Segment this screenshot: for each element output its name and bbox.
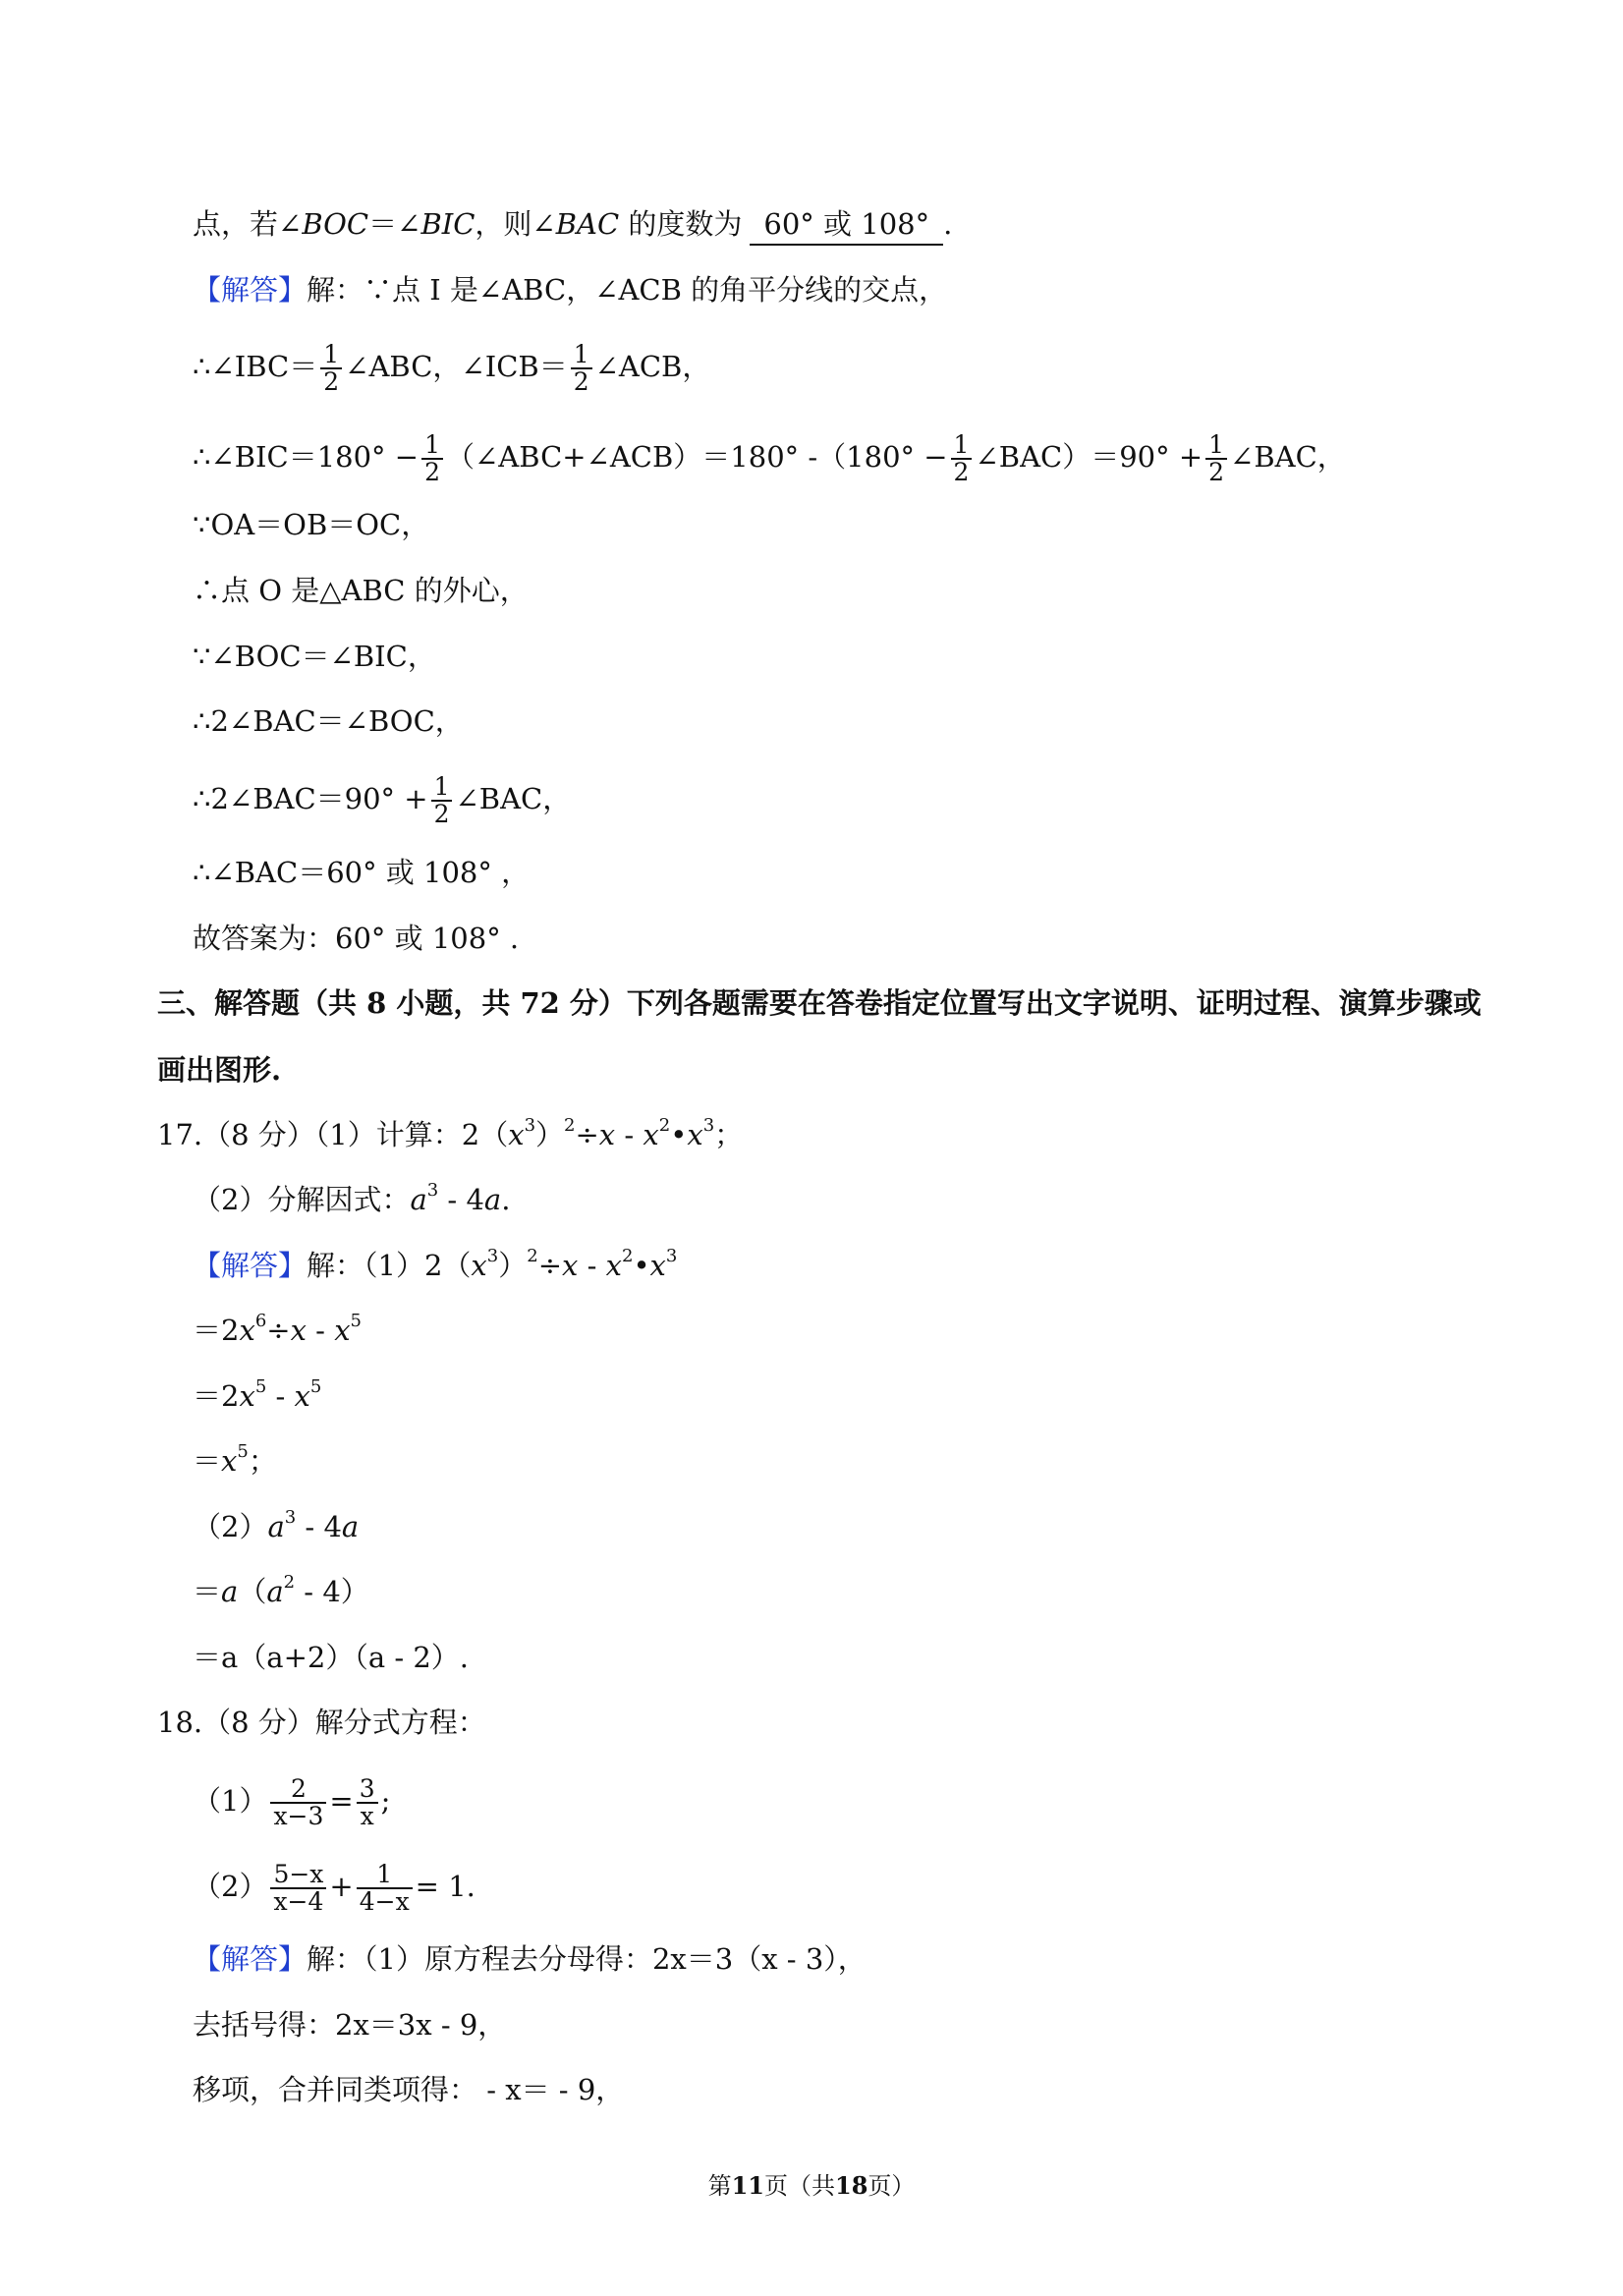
fraction: $\frac{1}{4-x}$ [357,1862,413,1915]
q16-solution-line-6: ∵∠BOC＝∠BIC， [193,640,436,673]
current-page-number: 11 [731,2171,764,2200]
q16-stem-end: 点，若∠BOC＝∠BIC，则∠BAC 的度数为 60° 或 108° . [193,204,952,246]
q17-solution-line-5: $(2)a^3 - 4a$ [193,1507,360,1543]
q16-solution-line-4: ∵OA＝OB＝OC， [193,508,430,541]
q17-solution-line-7: ＝a（a+2）（a - 2）. [193,1641,470,1674]
section-3-heading-cont: 画出图形. [157,1053,282,1087]
section-3-heading: 三、解答题（共 8 小题，共 72 分）下列各题需要在答卷指定位置写出文字说明、证明过程、演算步骤或 [157,986,1482,1020]
q16-solution-line-7: ∴2∠BAC＝∠BOC， [193,704,464,738]
fraction-half: $\frac{1}{2}$ [571,342,592,395]
fraction-half: $\frac{1}{2}$ [320,342,342,395]
q18-part-1: （1） $\frac{2}{x-3}$ = $\frac{3}{x}$ ; [193,1774,391,1830]
fraction-half: $\frac{1}{2}$ [431,774,453,827]
q18-heading: 18.（8 分）解分式方程： [157,1706,486,1739]
q17-part-2: （2）分解因式：$a^3 - 4a$. [193,1180,511,1216]
q17-solution-line-1: 【解答】解：$(1)2(x^3)^2\div x$ - $x^2•x^3$ [193,1246,678,1282]
q16-final-answer: 故答案为：60° 或 108° . [193,922,520,955]
q16-solution-line-2: ∴∠IBC＝ $\frac{1}{2}$ ∠ABC，∠ICB＝ $\frac{1}{2}$ ∠ACB， [193,340,711,396]
q16-solution-line-5: ∴点 O 是△ABC 的外心， [193,574,529,607]
q16-answer: 60° 或 108° [750,204,943,246]
q18-part-2: （2） $\frac{5-x}{x-4}$ + $\frac{1}{4-x}$ = 1. [193,1860,476,1916]
fraction-half: $\frac{1}{2}$ [951,432,973,485]
q16-solution-line-3: ∴∠BIC＝180° − $\frac{1}{2}$ （∠ABC+∠ACB）＝180° -（180° − $\frac{1}{2}$ ∠BAC）＝90° + $\frac{1}{2}$ ∠BAC， [193,430,1346,486]
answer-label: 【解答】 [193,273,308,307]
q18-solution-line-2: 去括号得：2x＝3x - 9， [193,2008,507,2042]
q18-solution-line-1: 【解答】解：（1）原方程去分母得：2x＝3（x - 3）， [193,1942,867,1976]
q17-solution-line-2: $=2x^6\div x - x^5$ [193,1311,362,1347]
q17-solution-line-3: $=2x^5 - x^5$ [193,1376,322,1413]
q17-solution-line-6: $=a(a^2 - 4)$ [193,1572,369,1608]
answer-label: 【解答】 [193,1249,308,1282]
fraction: $\frac{2}{x-3}$ [270,1776,326,1829]
fraction: $\frac{5-x}{x-4}$ [270,1862,326,1915]
q17-heading: 17.（8 分）（1）计算：$2(x^3)^2\div x$ - $x^2•x^3$； [157,1115,744,1151]
q16-solution-line-9: ∴∠BAC＝60° 或 108° ， [193,856,531,889]
total-page-count: 18 [835,2171,868,2200]
fraction-half: $\frac{1}{2}$ [1205,432,1227,485]
answer-label: 【解答】 [193,1942,308,1976]
fraction: $\frac{3}{x}$ [357,1776,378,1829]
page-footer: 第11页（共18页） [707,2171,916,2200]
q16-solution-line-8: ∴2∠BAC＝90° + $\frac{1}{2}$ ∠BAC， [193,772,572,828]
q17-solution-line-4: $=x^5$； [193,1441,277,1478]
fraction-half: $\frac{1}{2}$ [421,432,443,485]
q18-solution-line-3: 移项，合并同类项得： - x＝ - 9， [193,2073,625,2106]
q16-solution-line-1: 【解答】解：∵点 I 是∠ABC，∠ACB 的角平分线的交点， [193,273,948,307]
